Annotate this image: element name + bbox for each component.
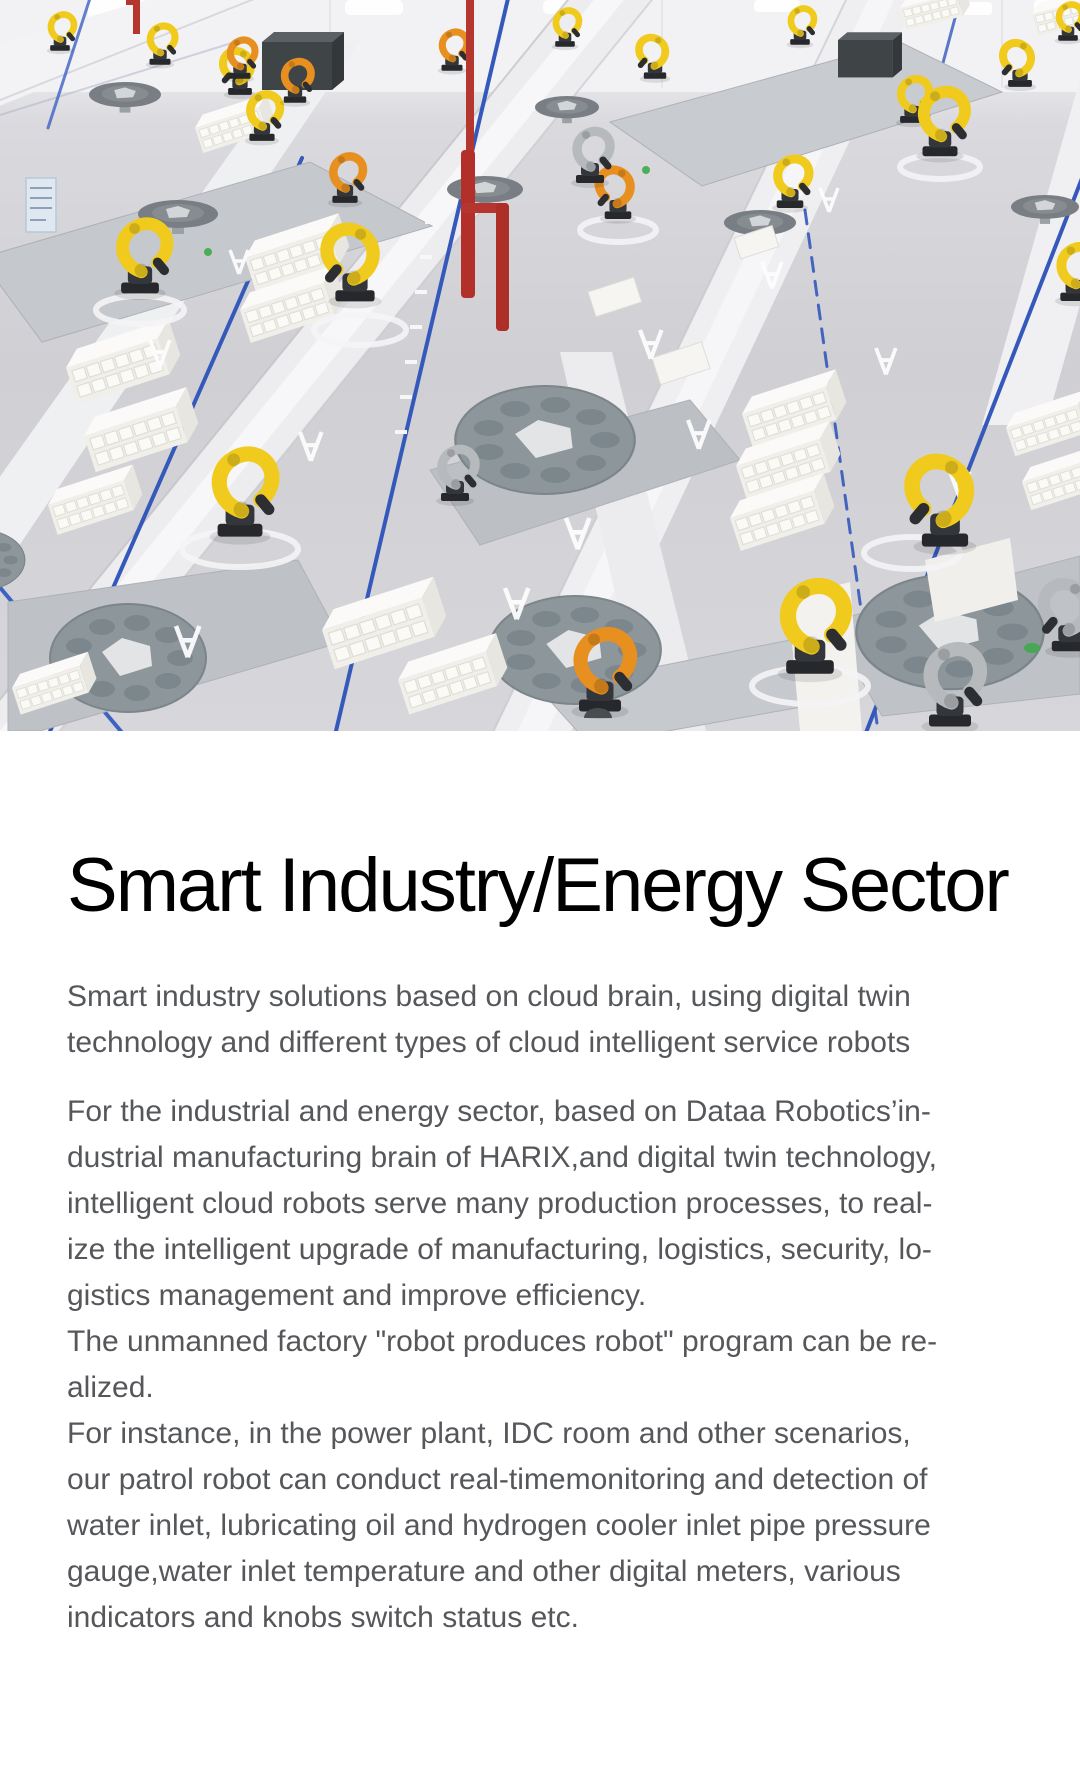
- paragraph-line: intelligent cloud robots serve many production processes, to real-: [67, 1187, 933, 1220]
- paragraph-line: water inlet, lubricating oil and hydrogen cooler inlet pipe pressure: [67, 1509, 931, 1542]
- paragraph-line: gistics management and improve efficiency.: [67, 1279, 647, 1312]
- paragraph-line: gauge,water inlet temperature and other digital meters, various: [67, 1555, 901, 1588]
- paragraph-line: The unmanned factory "robot produces robot" program can be re-: [67, 1325, 938, 1358]
- paragraph-line: indicators and knobs switch status etc.: [67, 1601, 579, 1634]
- description-paragraph: [67, 1089, 1040, 1641]
- paragraph-line: For instance, in the power plant, IDC room and other scenarios,: [67, 1417, 911, 1450]
- paragraph-line: For the industrial and energy sector, based on Dataa Robotics’in-: [67, 1095, 931, 1128]
- factory-scene-image: [0, 0, 1080, 731]
- intro-paragraph: [67, 974, 1040, 1066]
- hero-image-container: [0, 0, 1080, 731]
- page-title: Smart Industry/Energy Sector: [67, 843, 1008, 928]
- paragraph-line: Smart industry solutions based on cloud brain, using digital twin: [67, 980, 911, 1013]
- content-section: [0, 844, 1080, 1785]
- paragraph-line: dustrial manufacturing brain of HARIX,and digital twin technology,: [67, 1141, 937, 1174]
- paragraph-line: ize the intelligent upgrade of manufacturing, logistics, security, lo-: [67, 1233, 932, 1266]
- paragraph-line: our patrol robot can conduct real-timemonitoring and detection of: [67, 1463, 928, 1496]
- paragraph-line: technology and different types of cloud intelligent service robots: [67, 1026, 911, 1059]
- paragraph-line: alized.: [67, 1371, 154, 1404]
- wall-sign: [26, 178, 56, 232]
